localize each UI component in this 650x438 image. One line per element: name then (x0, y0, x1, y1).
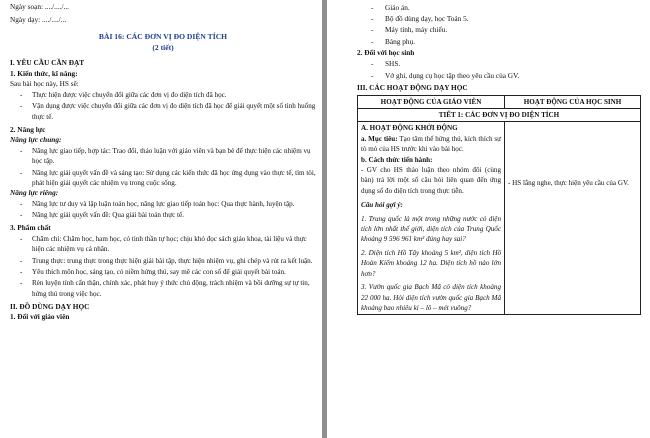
lesson-duration: (2 tiết) (152, 43, 174, 53)
list-item: - Vận dụng được việc chuyển đổi giữa các đơn vị đo diện tích đã học để giải quyết một số tình huống thực tế. (10, 101, 316, 122)
list-item: - Bộ đồ dùng dạy, học Toán 5. (357, 13, 642, 24)
header-teacher: HOẠT ĐỘNG CỦA GIÁO VIÊN (358, 96, 505, 109)
list-item: - Bảng phụ. (357, 36, 642, 47)
heading-knowledge: 1. Kiến thức, kĩ năng: (10, 68, 78, 78)
section-activities: III. CÁC HOẠT ĐỘNG DẠY HỌC (357, 82, 468, 92)
objective-text: Tạo tâm thế hứng thú, kích thích sự tò mò của HS trước khi vào bài học. (361, 134, 501, 154)
list-item: - Năng lực giải quyết vấn đề và sáng tạo: Sử dụng các kiến thức đã học ứng dụng vào thực tế, tìm tòi, phát hiện giải quyết các nhiệm vụ trong cuộc sống. (10, 168, 316, 189)
list-item: - Năng lực giải quyết vấn đề: Qua giải bài toán thực tế. (10, 210, 316, 220)
heading-specific-competence: Năng lực riêng: (10, 188, 59, 198)
list-item: - Giáo án. (357, 2, 642, 13)
section-requirements: I. YÊU CẦU CẦN ĐẠT (10, 58, 85, 68)
list-item: - Yêu thích môn học, sáng tạo, có niềm hứng thú, say mê các con số để giải quyết bài toán. (10, 267, 316, 277)
student-activity-cell (505, 122, 641, 315)
heading-for-students: 2. Đối với học sinh (357, 47, 415, 57)
list-item: - Vở ghi, dụng cụ học tập theo yêu cầu của GV. (357, 70, 642, 81)
list-item: - Chăm chỉ: Chăm học, ham học, có tinh thần tự học; chịu khó đọc sách giáo khoa, tài liệu và thực hiện các nhiệm vụ cá nhân. (10, 234, 316, 255)
teacher-activity-cell (358, 122, 505, 315)
heading-qualities: 3. Phẩm chất (10, 223, 51, 233)
left-page (0, 0, 322, 438)
objective (361, 134, 501, 155)
list-item: - Rèn luyện tính cẩn thận, chính xác, phát huy ý thức chủ động, trách nhiệm và bồi dưỡng sự tự tin, hứng thú trong việc học. (10, 278, 316, 299)
section-materials: II. ĐỒ DÙNG DẠY HỌC (10, 301, 90, 311)
teacher-instruction: - GV cho HS thảo luận theo nhóm đôi (cùng bàn) trả lời một số câu hỏi liên quan đến ứng dụng số đo diện tích trong thực tiễn. (361, 166, 501, 195)
heading-for-teacher: 1. Đối với giáo viên (10, 312, 70, 322)
activity-title: A. HOẠT ĐỘNG KHỞI ĐỘNG (361, 124, 458, 133)
question-3: 3. Vườn quốc gia Bạch Mã có diện tích khoảng 22 000 ha. Hỏi diện tích vườn quốc gia Bạch Mã khoảng bao nhiêu ki – lô – mét vuông? (361, 283, 501, 312)
lesson-title: BÀI 16: CÁC ĐƠN VỊ ĐO DIỆN TÍCH (98, 32, 228, 42)
question-1: 1. Trung quốc là một trong những nước có diện tích lớn nhất thế giới, diện tích của Trung Quốc khoảng 9 596 961 km² đúng hay sai? (361, 214, 501, 244)
activities-table (357, 95, 641, 315)
date-taught: Ngày dạy: ..../..../... (10, 14, 67, 24)
procedure-label: b. Cách thức tiến hành: (361, 155, 433, 164)
heading-general-competence: Năng lực chung: (10, 135, 62, 145)
objective-label: a. Mục tiêu: (361, 134, 398, 143)
date-prepared: Ngày soạn: ..../..../... (10, 2, 69, 11)
header-student: HOẠT ĐỘNG CỦA HỌC SINH (505, 96, 641, 109)
list-item: - Năng lực tư duy và lập luận toán học, năng lực giao tiếp toán học: Qua thực hành, luyện tập. (10, 199, 316, 209)
list-item: - Trung thực: trung thực trong thực hiện giải bài tập, thực hiện nhiệm vụ, ghi chép và rút ra kết luận. (10, 256, 316, 266)
list-item: - SHS. (357, 58, 642, 69)
suggested-questions-label: Câu hỏi gợi ý: (361, 201, 403, 210)
list-item: - Năng lực giao tiếp, hợp tác: Trao đổi, thảo luận với giáo viên và bạn bè để thực hiện các nhiệm vụ học tập. (10, 146, 316, 167)
period-title: TIẾT 1: CÁC ĐƠN VỊ ĐO DIỆN TÍCH (358, 109, 641, 122)
list-item: - Máy tính, máy chiếu. (357, 24, 642, 35)
question-2: 2. Diện tích Hồ Tây khoảng 5 km², diện tích Hồ Hoàn Kiếm khoảng 12 ha. Diện tích hồ nào lớn hơn? (361, 248, 501, 278)
right-page (327, 0, 650, 438)
student-response: - HS lắng nghe, thực hiện yêu cầu của GV. (508, 179, 629, 188)
intro-text: Sau bài học này, HS sẽ: (10, 79, 79, 89)
heading-competence: 2. Năng lực (10, 124, 46, 134)
list-item: - Thực hiện được việc chuyển đổi giữa các đơn vị đo diện tích đã học. (10, 90, 316, 100)
